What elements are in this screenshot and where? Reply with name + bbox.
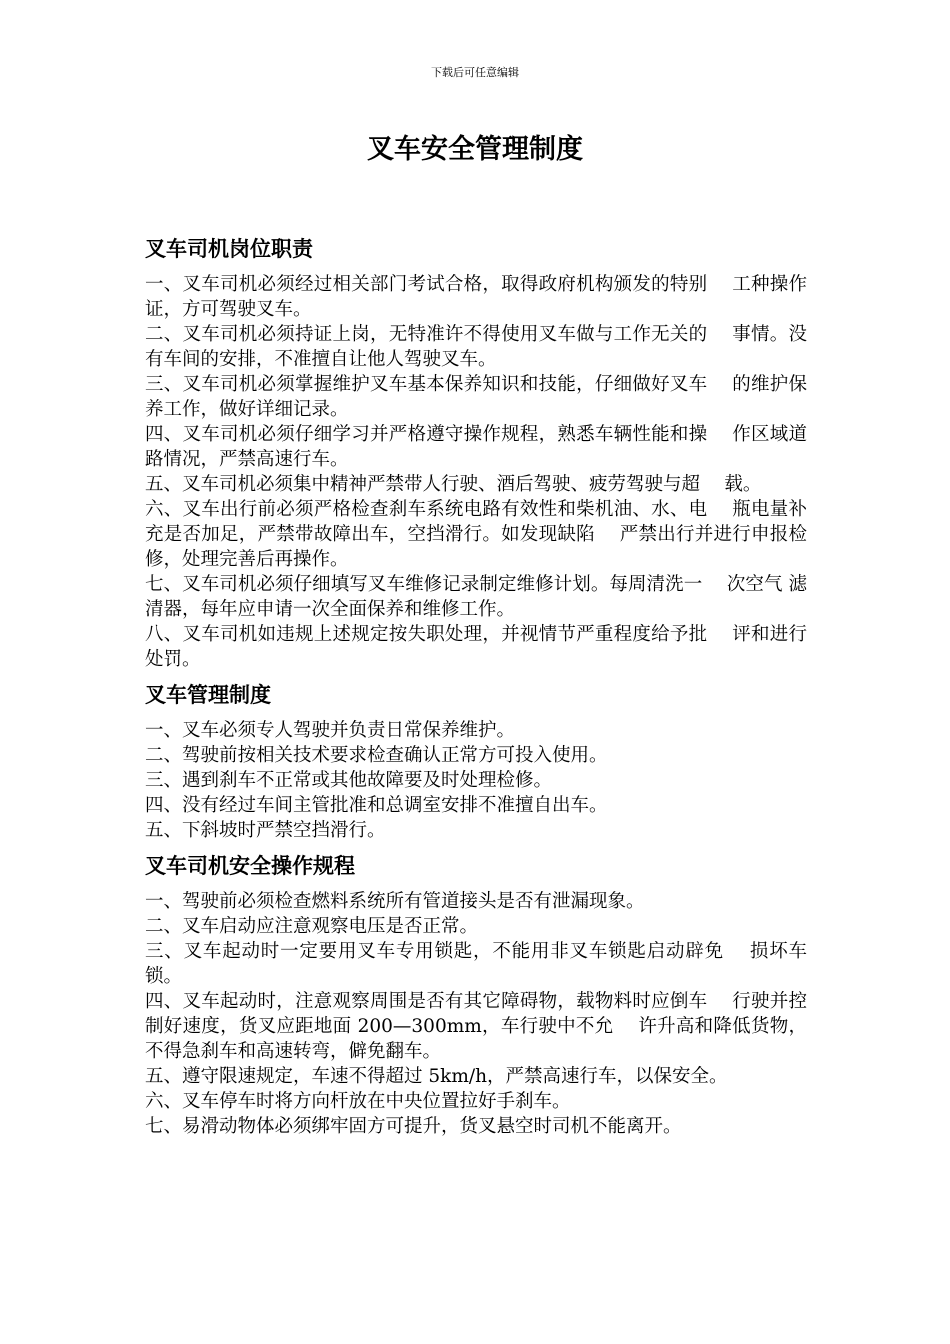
section-driver-duties	[145, 232, 807, 672]
section-heading: 叉车司机安全操作规程	[145, 854, 355, 878]
procedure-list	[145, 889, 807, 1139]
list-item: 三、遇到刹车不正常或其他故障要及时处理检修。	[145, 770, 553, 791]
rule-list	[145, 718, 807, 843]
section-safety-procedures	[145, 849, 807, 1139]
list-item: 六、叉车停车时将方向杆放在中央位置拉好手刹车。	[145, 1091, 571, 1112]
list-item: 三、叉车起动时一定要用叉车专用锁匙，不能用非叉车锁匙启动辟免 损坏车锁。	[145, 941, 807, 987]
list-item: 四、叉车起动时，注意观察周围是否有其它障碍物，载物料时应倒车 行驶并控制好速度，货叉应距地面 200—300mm，车行驶中不允 许升高和降低货物，不得急刹车和高速转弯，僻免翻车。	[145, 991, 807, 1062]
list-item: 一、叉车必须专人驾驶并负责日常保养维护。	[145, 720, 516, 741]
list-item: 五、遵守限速规定，车速不得超过 5km/h，严禁高速行车，以保安全。	[145, 1066, 728, 1087]
section-heading: 叉车司机岗位职责	[145, 237, 313, 261]
document-title: 叉车安全管理制度	[367, 134, 583, 165]
list-item: 七、易滑动物体必须绑牢固方可提升，货叉悬空时司机不能离开。	[145, 1116, 682, 1137]
list-item: 三、叉车司机必须掌握维护叉车基本保养知识和技能，仔细做好叉车 的维护保养工作，做好详细记录。	[145, 374, 807, 420]
list-item: 一、驾驶前必须检查燃料系统所有管道接头是否有泄漏现象。	[145, 891, 645, 912]
section-heading: 叉车管理制度	[145, 683, 271, 707]
section-management-rules	[145, 678, 807, 843]
list-item: 四、没有经过车间主管批准和总调室安排不准擅自出车。	[145, 795, 608, 816]
list-item: 五、叉车司机必须集中精神严禁带人行驶、酒后驾驶、疲劳驾驶与超 载。	[145, 474, 762, 495]
list-item: 五、下斜坡时严禁空挡滑行。	[145, 820, 386, 841]
list-item: 六、叉车出行前必须严格检查刹车系统电路有效性和柴机油、水、电 瓶电量补充是否加足，严禁带故障出车，空挡滑行。如发现缺陷 严禁出行并进行申报检修，处理完善后再操作。	[145, 499, 807, 570]
list-item: 四、叉车司机必须仔细学习并严格遵守操作规程，熟悉车辆性能和操 作区域道路情况，严禁高速行车。	[145, 424, 807, 470]
list-item: 一、叉车司机必须经过相关部门考试合格，取得政府机构颁发的特别 工种操作证，方可驾驶叉车。	[145, 274, 807, 320]
duty-list	[145, 272, 807, 672]
list-item: 二、叉车启动应注意观察电压是否正常。	[145, 916, 479, 937]
header-note: 下载后可任意编辑	[431, 66, 519, 79]
document-body	[145, 232, 807, 1145]
list-item: 二、叉车司机必须持证上岗，无特准许不得使用叉车做与工作无关的 事情。没有车间的安排，不准擅自让他人驾驶叉车。	[145, 324, 807, 370]
list-item: 二、驾驶前按相关技术要求检查确认正常方可投入使用。	[145, 745, 608, 766]
list-item: 七、叉车司机必须仔细填写叉车维修记录制定维修计划。每周清洗一 次空气 滤清器，每年应申请一次全面保养和维修工作。	[145, 574, 807, 620]
list-item: 八、叉车司机如违规上述规定按失职处理，并视情节严重程度给予批 评和进行处罚。	[145, 624, 807, 670]
